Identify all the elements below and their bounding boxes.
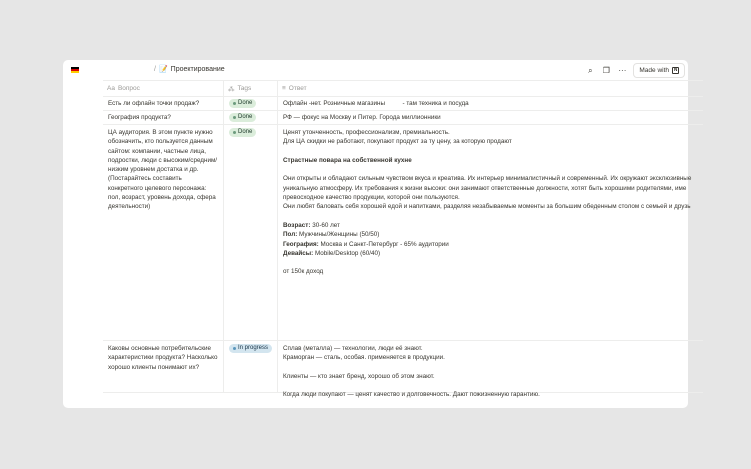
status-dot-icon [233, 131, 236, 134]
column-header-answer[interactable]: ≡ Ответ [282, 85, 307, 92]
duplicate-icon[interactable]: ❐ [602, 66, 610, 75]
tags-cell[interactable] [224, 341, 278, 392]
page-card [63, 60, 692, 408]
notion-logo-icon: N [673, 67, 678, 73]
spacer [283, 212, 698, 221]
status-badge: Done [229, 128, 256, 137]
made-with-button[interactable] [633, 63, 685, 78]
table-row[interactable] [103, 125, 703, 341]
answer-cell[interactable]: РФ — фокус на Москву и Питер. Города миллионники [283, 114, 441, 121]
breadcrumb [154, 65, 225, 73]
text-property-icon: Aa [107, 85, 115, 92]
answer-cell[interactable]: Офлайн -нет. Розничные магазины - там техника и посуда [283, 100, 469, 107]
database-table [103, 80, 703, 399]
text-lines-icon: ≡ [282, 85, 286, 92]
spacer [283, 165, 698, 174]
answer-cell[interactable]: Ценят утонченность, профессионализм, премиальность. Для ЦА скидки не работают, покупают продукт за ту цену, за которую продают Страстные повара на собственной кухне Они открыты и обладают сильным чувством вкуса и креатива. Их интерьер минималистичный и современный. Их окружают эксклюзивные уникальную атмосферу. Их требования к жизни высоки: они занимают ответственные должности, хотят быть хорошими родителями, име превосходное качество продукции, которой они пользуются. Они любят баловать себя хорошей едой и напитками, разделяя незабываемые моменты за большим обеденным столом с семьей и друзь Возраст: 30-60 лет Пол: Мужчины/Женщины (50/50) География: Москва и Санкт-Петербург - 65% аудитории Девайсы: Mobile/Desktop (60/40) от 150к доход [278, 125, 703, 340]
question-cell[interactable]: География продукта? [103, 111, 224, 124]
status-badge: In progress [229, 344, 272, 353]
status-dot-icon [233, 116, 236, 119]
table-row[interactable] [103, 111, 703, 125]
tags-cell[interactable] [224, 125, 278, 340]
tags-cell[interactable] [224, 111, 278, 124]
status-property-icon: ⁂ [228, 85, 235, 93]
table-row[interactable] [103, 341, 703, 399]
column-header-question[interactable]: Aa Вопрос [103, 81, 224, 96]
spacer [283, 258, 698, 267]
germany-flag-icon [71, 67, 79, 73]
spacer [283, 363, 698, 372]
table-row[interactable] [103, 97, 703, 111]
breadcrumb-separator: / [154, 65, 156, 73]
table-header [103, 80, 703, 97]
column-header-tags[interactable]: ⁂ Tags [224, 81, 278, 96]
search-icon[interactable]: ⌕ [588, 65, 593, 75]
status-dot-icon [233, 347, 236, 350]
question-cell[interactable]: ЦА аудитория. В этом пункте нужно обозначить, кто пользуется данным сайтом: компании, частные лица, подростки, люди с высоким/средним/низким уровнем достатка и др.(Постарайтесь составить конкретного целевого персонажа: пол, возраст, уровень дохода, сфера деятельности) [103, 125, 224, 340]
status-badge: Done [229, 99, 256, 108]
spacer [283, 147, 698, 156]
more-icon[interactable]: ··· [618, 66, 627, 75]
top-actions [585, 63, 685, 78]
tags-cell[interactable] [224, 97, 278, 110]
made-with-label: Made with [639, 67, 669, 74]
persona-heading: Страстные повара на собственной кухне [283, 156, 412, 164]
answer-cell[interactable]: Сплав (металла) — технологии, люди её знают. Краморган — сталь, особая. применяется в продукции. Клиенты — кто знает бренд, хорошо об этом знают. Когда люди покупают — ценят качество и долговечность. Дают пожизненную гарантию. [278, 341, 703, 392]
page-memo-icon: 📝 [158, 66, 168, 73]
status-badge: Done [229, 113, 256, 122]
question-cell[interactable]: Есть ли офлайн точки продаж? [103, 97, 224, 110]
breadcrumb-page-title[interactable]: Проектирование [170, 65, 225, 73]
spacer [283, 381, 698, 390]
top-bar [63, 60, 688, 82]
status-dot-icon [233, 102, 236, 105]
question-cell[interactable]: Каковы основные потребительские характеристики продукта? Насколько хорошо клиенты понимают их? [103, 341, 224, 392]
